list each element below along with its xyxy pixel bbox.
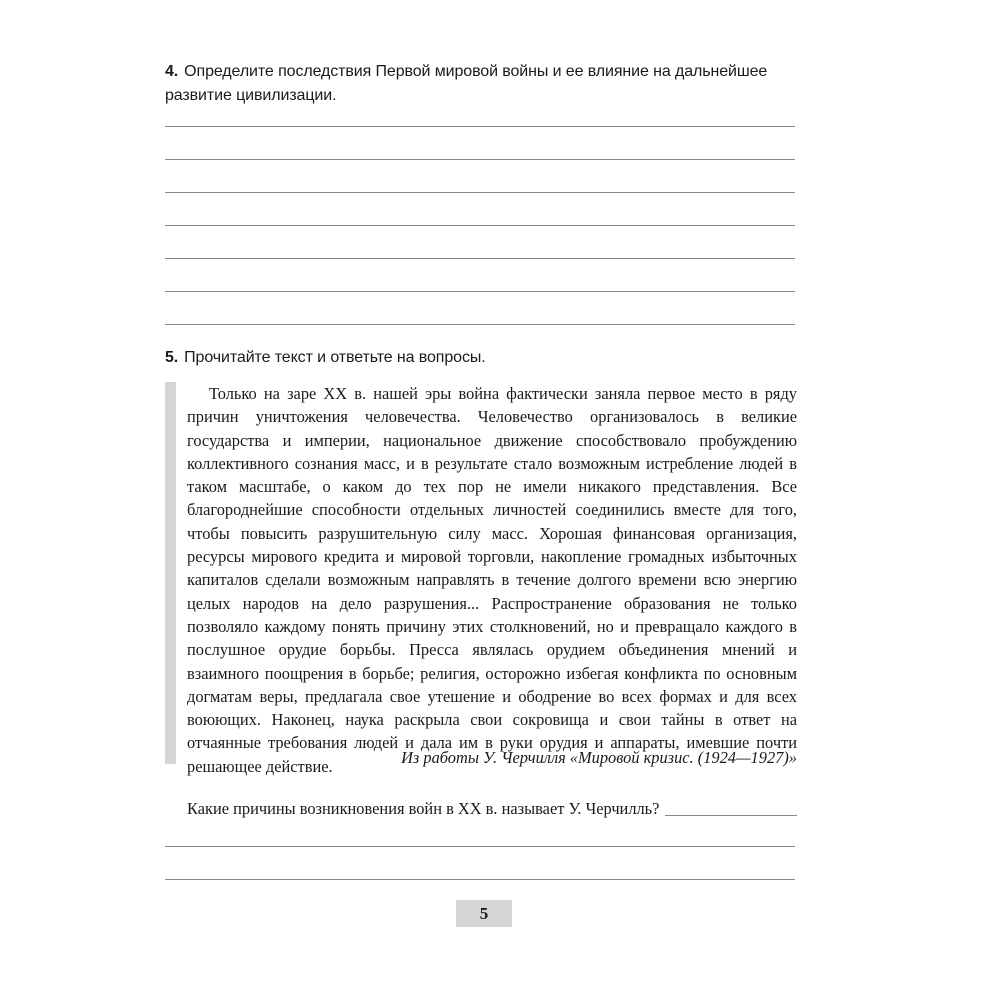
task-text: Определите последствия Первой мировой войны и ее влияние на дальнейшее развитие цивилизации. (165, 63, 768, 104)
task-number: 4. (165, 63, 179, 80)
answer-line[interactable] (165, 258, 795, 259)
quote-block (165, 382, 797, 776)
answer-line[interactable] (165, 192, 795, 193)
question-line (187, 797, 797, 821)
task-5-prompt (165, 346, 797, 370)
quote-source: Из работы У. Черчилля «Мировой кризис. (1924—1927)» (401, 748, 797, 767)
answer-blank[interactable] (665, 815, 797, 816)
quote-text: Только на заре XX в. нашей эры война фактически заняла первое место в ряду причин уничтожения человечества. Человечество организовалось в великие государства и империи, национальное движение способствовало пробуждению коллективного сознания масс, и в результате стало возможным истребление людей в таком масштабе, о каком до тех пор не имели никакого представления. Все благороднейшие способности отдельных личностей соединились вместе для того, чтобы повысить разрушительную силу масс. Хорошая финансовая организация, ресурсы мирового кредита и мировой торговли, накопление громадных избыточных капиталов сделали возможным направлять в течение долгого времени всю энергию целых народов на дело разрушения... Распространение образования не только позволяло каждому понять причину этих столкновений, но и превращало каждого в послушное орудие борьбы. Пресса являлась орудием объединения мнений и взаимного поощрения в борьбе; религия, осторожно избегая конфликта по основным догматам веры, предлагала свое утешение и ободрение во всех формах и для всех воюющих. Наконец, наука раскрыла свои сокровища и свои тайны в ответ на отчаянные требования людей и дала им в руки орудия и аппараты, имевшие почти решающее действие. (187, 384, 797, 776)
task-4-prompt (165, 60, 797, 108)
question-text: Какие причины возникновения войн в XX в. называет У. Черчилль? (187, 799, 660, 818)
answer-line[interactable] (165, 324, 795, 325)
page-number: 5 (456, 900, 512, 927)
quote-bar (165, 382, 176, 764)
answer-line[interactable] (165, 291, 795, 292)
answer-line[interactable] (165, 159, 795, 160)
answer-line[interactable] (165, 225, 795, 226)
answer-line[interactable] (165, 846, 795, 847)
task-text: Прочитайте текст и ответьте на вопросы. (184, 349, 486, 366)
answer-line[interactable] (165, 879, 795, 880)
answer-line[interactable] (165, 126, 795, 127)
answer-lines-task-4[interactable] (165, 126, 795, 357)
task-number: 5. (165, 349, 179, 366)
